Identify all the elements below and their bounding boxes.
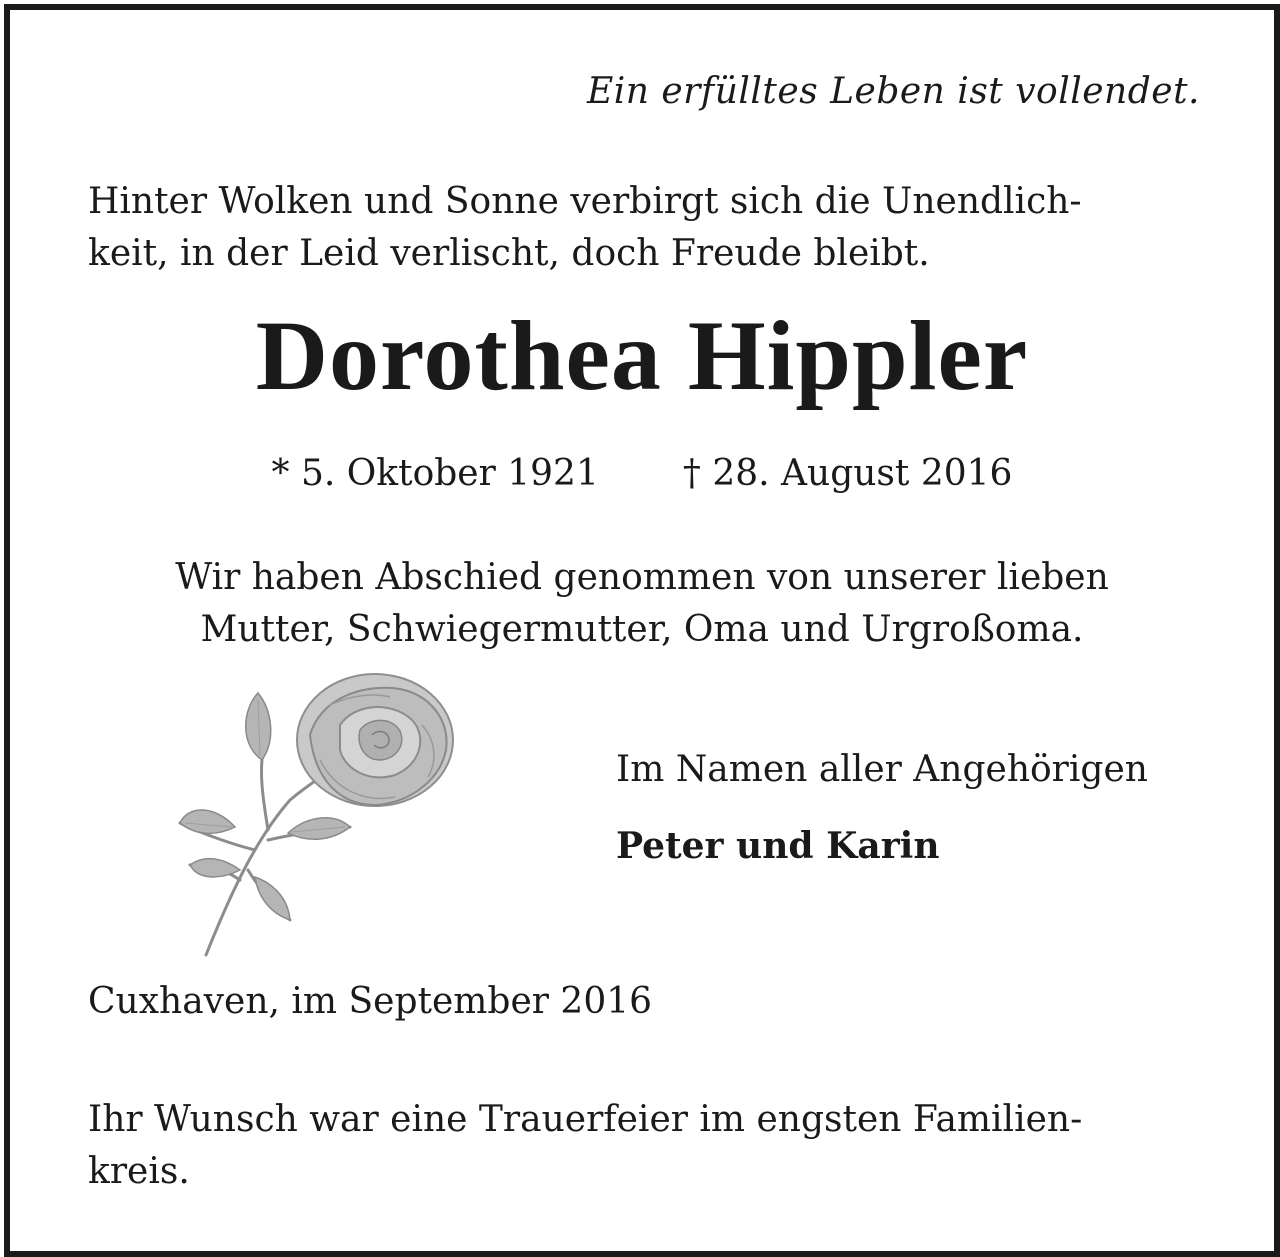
intro-line-1: Hinter Wolken und Sonne verbirgt sich die Unendlich- [88, 181, 1082, 222]
obituary-card [4, 4, 1280, 1257]
deceased-name: Dorothea Hippler [255, 300, 1029, 411]
rose-icon [160, 665, 460, 960]
motto: Ein erfülltes Leben ist vollendet. [586, 71, 1200, 112]
funeral-note [88, 1094, 1082, 1198]
life-dates [10, 453, 1274, 494]
note-line-2: kreis. [88, 1151, 190, 1192]
signoff-text: Im Namen aller Angehörigen [616, 749, 1148, 790]
intro-text [88, 176, 1082, 280]
death-date: † 28. August 2016 [682, 453, 1013, 494]
farewell-line-1: Wir haben Abschied genommen von unserer lieben [175, 557, 1109, 598]
place-date: Cuxhaven, im September 2016 [88, 981, 653, 1022]
note-line-1: Ihr Wunsch war eine Trauerfeier im engsten Familien- [88, 1099, 1083, 1140]
signers: Peter und Karin [616, 825, 940, 867]
birth-date: * 5. Oktober 1921 [271, 453, 599, 494]
intro-line-2: keit, in der Leid verlischt, doch Freude bleibt. [88, 233, 930, 274]
farewell-text [10, 552, 1274, 656]
farewell-line-2: Mutter, Schwiegermutter, Oma und Urgroßoma. [200, 609, 1084, 650]
